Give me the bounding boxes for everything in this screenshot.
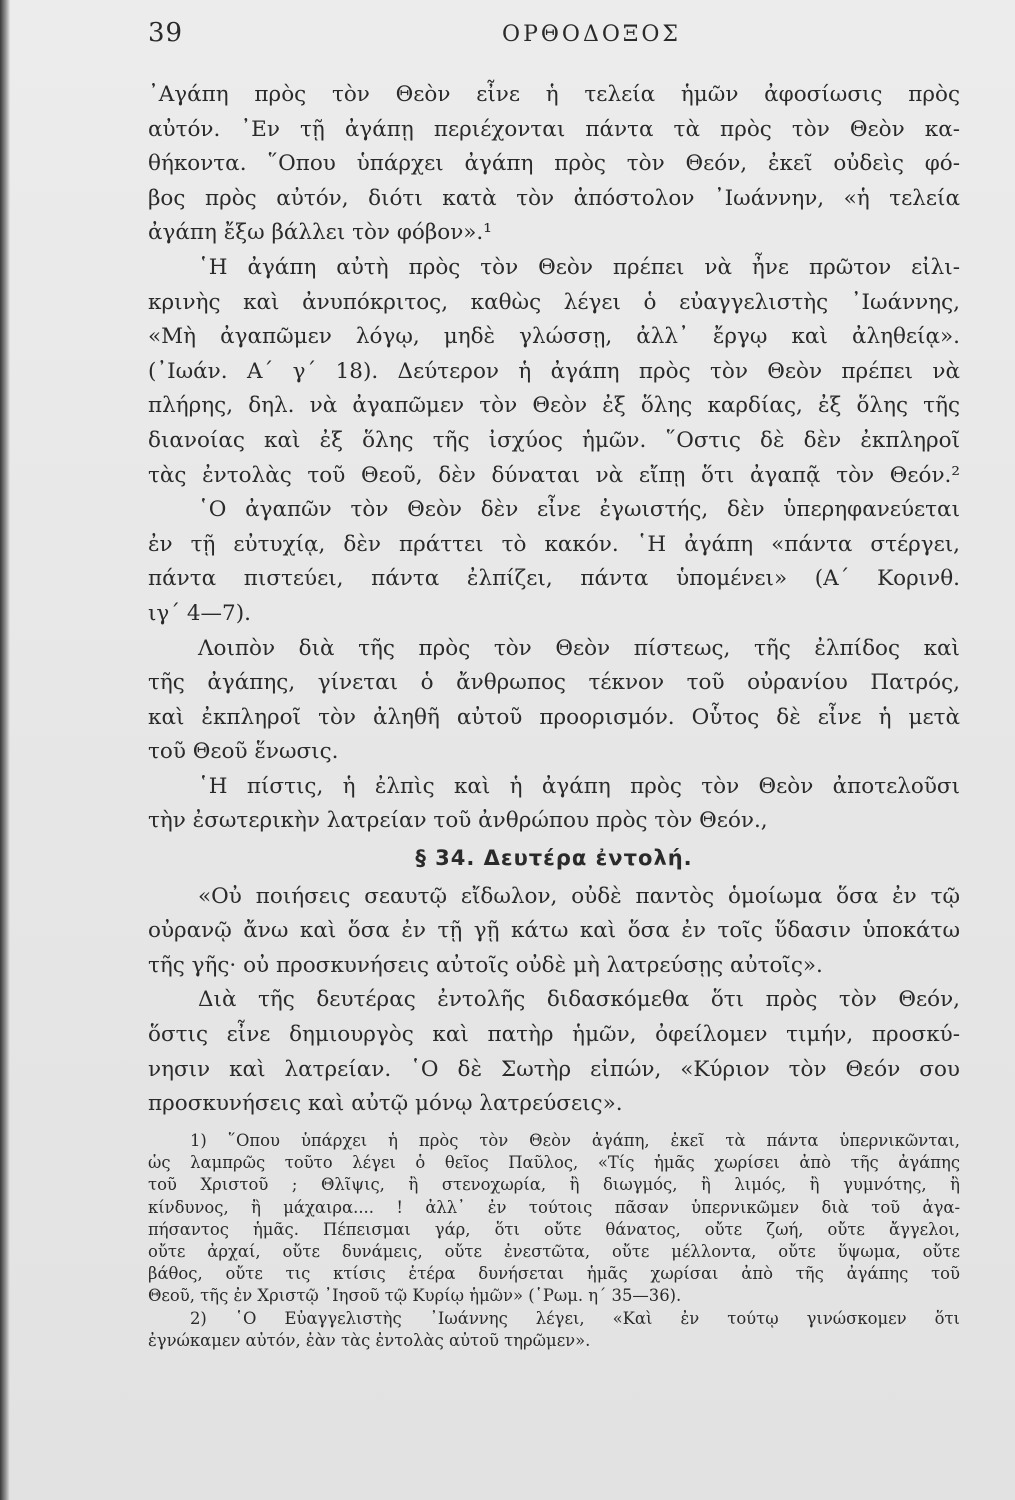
text-line: θήκοντα. ῞Οπου ὑπάρχει ἀγάπη πρὸς τὸν Θεόν, ἐκεῖ οὐδεὶς φό- — [148, 151, 960, 177]
text-line: καὶ ἐκπληροῖ τὸν ἀληθῆ αὐτοῦ προορισμόν. Οὗτος δὲ εἶνε ἡ μετὰ — [148, 704, 960, 730]
footnote-line: ὡς λαμπρῶς τοῦτο λέγει ὁ θεῖος Παῦλος, «Τίς ἡμᾶς χωρίσει ἀπὸ τῆς ἀγάπης — [148, 1153, 960, 1173]
text-line: προσκυνήσεις καὶ αὐτῷ μόνῳ λατρεύσεις». — [148, 1091, 623, 1117]
binding-edge — [0, 0, 10, 1500]
text-line: πάντα πιστεύει, πάντα ἐλπίζει, πάντα ὑπομένει» (Α΄ Κορινθ. — [148, 566, 960, 592]
text-line: ἐν τῇ εὐτυχίᾳ, δὲν πράττει τὸ κακόν. ῾Η ἀγάπη «πάντα στέργει, — [148, 531, 960, 557]
footnote-line: τοῦ Χριστοῦ ; Θλῖψις, ἢ στενοχωρία, ἢ διωγμός, ἢ λιμός, ἢ γυμνότης, ἢ — [148, 1175, 960, 1195]
text-line: τοῦ Θεοῦ ἕνωσις. — [148, 739, 339, 765]
text-line: «Μὴ ἀγαπῶμεν λόγῳ, μηδὲ γλώσσῃ, ἀλλ᾿ ἔργῳ καὶ ἀληθείᾳ». — [148, 324, 960, 350]
text-line: τὴν ἐσωτερικὴν λατρείαν τοῦ ἀνθρώπου πρὸς τὸν Θεόν., — [148, 808, 768, 834]
text-line: «Οὐ ποιήσεις σεαυτῷ εἴδωλον, οὐδὲ παντὸς ὁμοίωμα ὅσα ἐν τῷ — [198, 883, 960, 909]
page-header — [148, 18, 955, 58]
text-line: τῆς ἀγάπης, γίνεται ὁ ἄνθρωπος τέκνον τοῦ οὐρανίου Πατρός, — [148, 670, 960, 696]
footnote-line: Θεοῦ, τῆς ἐν Χριστῷ ᾿Ιησοῦ τῷ Κυρίῳ ἡμῶν» (῾Ρωμ. η΄ 35—36). — [148, 1286, 682, 1306]
footnote-line: οὔτε ἀρχαί, οὔτε δυνάμεις, οὔτε ἐνεστῶτα, οὔτε μέλλοντα, οὔτε ὕψωμα, οὔτε — [148, 1242, 960, 1262]
text-line: τὰς ἐντολὰς τοῦ Θεοῦ, δὲν δύναται νὰ εἴπῃ ὅτι ἀγαπᾷ τὸν Θεόν.² — [148, 462, 960, 488]
footnote-line: 2) ῾Ο Εὐαγγελιστὴς ᾿Ιωάννης λέγει, «Καὶ ἐν τούτῳ γινώσκομεν ὅτι — [190, 1308, 960, 1328]
page-number: 39 — [148, 18, 184, 48]
section-heading: § 34. Δευτέρα ἐντολή. — [415, 846, 693, 871]
text-line: ῾Η πίστις, ἡ ἐλπὶς καὶ ἡ ἀγάπη πρὸς τὸν Θεὸν ἀποτελοῦσι — [198, 773, 960, 799]
text-line: νησιν καὶ λατρείαν. ῾Ο δὲ Σωτὴρ εἰπών, «Κύριον τὸν Θεόν σου — [148, 1056, 960, 1082]
text-line: διανοίας καὶ ἐξ ὅλης τῆς ἰσχύος ἡμῶν. ῞Οστις δὲ δὲν ἐκπληροῖ — [148, 427, 960, 453]
footnotes — [148, 1130, 960, 1352]
text-line: ῾Ο ἀγαπῶν τὸν Θεὸν δὲν εἶνε ἐγωιστής, δὲν ὑπερηφανεύεται — [198, 497, 960, 523]
text-line: πλήρης, δηλ. νὰ ἀγαπῶμεν τὸν Θεὸν ἐξ ὅλης καρδίας, ἐξ ὅλης τῆς — [148, 393, 960, 419]
main-text — [148, 78, 960, 1122]
text-line: (᾿Ιωάν. Α΄ γ΄ 18). Δεύτερον ἡ ἀγάπη πρὸς τὸν Θεὸν πρέπει νὰ — [148, 358, 960, 384]
footnote-line: ἐγνώκαμεν αὐτόν, ἐὰν τὰς ἐντολὰς αὐτοῦ τηρῶμεν». — [148, 1330, 591, 1350]
text-line: ιγ΄ 4—7). — [148, 600, 251, 626]
footnote-line: κίνδυνος, ἢ μάχαιρα.... ! ἀλλ᾿ ἐν τούτοις πᾶσαν ὑπερνικῶμεν διὰ τοῦ ἀγα- — [148, 1197, 960, 1217]
text-line: Διὰ τῆς δευτέρας ἐντολῆς διδασκόμεθα ὅτι πρὸς τὸν Θεόν, — [198, 987, 960, 1013]
text-line: τῆς γῆς· οὐ προσκυνήσεις αὐτοῖς οὐδὲ μὴ λατρεύσῃς αὐτοῖς». — [148, 952, 823, 978]
text-line: αὐτόν. ᾿Εν τῇ ἀγάπῃ περιέχονται πάντα τὰ πρὸς τὸν Θεὸν κα- — [148, 116, 960, 142]
footnote-line: 1) ῞Οπου ὑπάρχει ἡ πρὸς τὸν Θεὸν ἀγάπη, ἐκεῖ τὰ πάντα ὑπερνικῶνται, — [190, 1131, 960, 1150]
running-title: ΟΡΘΟΔΟΞΟΣ — [502, 22, 681, 47]
text-line: βος πρὸς αὐτόν, διότι κατὰ τὸν ἀπόστολον ᾿Ιωάννην, «ἡ τελεία — [148, 185, 960, 211]
text-line: Λοιπὸν διὰ τῆς πρὸς τὸν Θεὸν πίστεως, τῆς ἐλπίδος καὶ — [198, 635, 960, 661]
text-line: ᾿Αγάπη πρὸς τὸν Θεὸν εἶνε ἡ τελεία ἡμῶν ἀφοσίωσις πρὸς — [148, 82, 960, 107]
footnote-line: πήσαντος ἡμᾶς. Πέπεισμαι γάρ, ὅτι οὔτε θάνατος, οὔτε ζωή, οὔτε ἄγγελοι, — [148, 1219, 960, 1239]
footnote-line: βάθος, οὔτε τις κτίσις ἑτέρα δυνήσεται ἡμᾶς χωρίσαι ἀπὸ τῆς ἀγάπης τοῦ — [148, 1264, 960, 1284]
text-line: οὐρανῷ ἄνω καὶ ὅσα ἐν τῇ γῇ κάτω καὶ ὅσα ἐν τοῖς ὕδασιν ὑποκάτω — [148, 918, 960, 944]
text-line: ἀγάπη ἔξω βάλλει τὸν φόβον».¹ — [148, 220, 492, 246]
text-line: κρινὴς καὶ ἀνυπόκριτος, καθὼς λέγει ὁ εὐαγγελιστὴς ᾿Ιωάννης, — [148, 289, 960, 315]
text-line: ῾Η ἀγάπη αὐτὴ πρὸς τὸν Θεὸν πρέπει νὰ ἦνε πρῶτον εἰλι- — [198, 254, 960, 280]
text-line: ὅστις εἶνε δημιουργὸς καὶ πατὴρ ἡμῶν, ὀφείλομεν τιμήν, προσκύ- — [148, 1022, 960, 1048]
